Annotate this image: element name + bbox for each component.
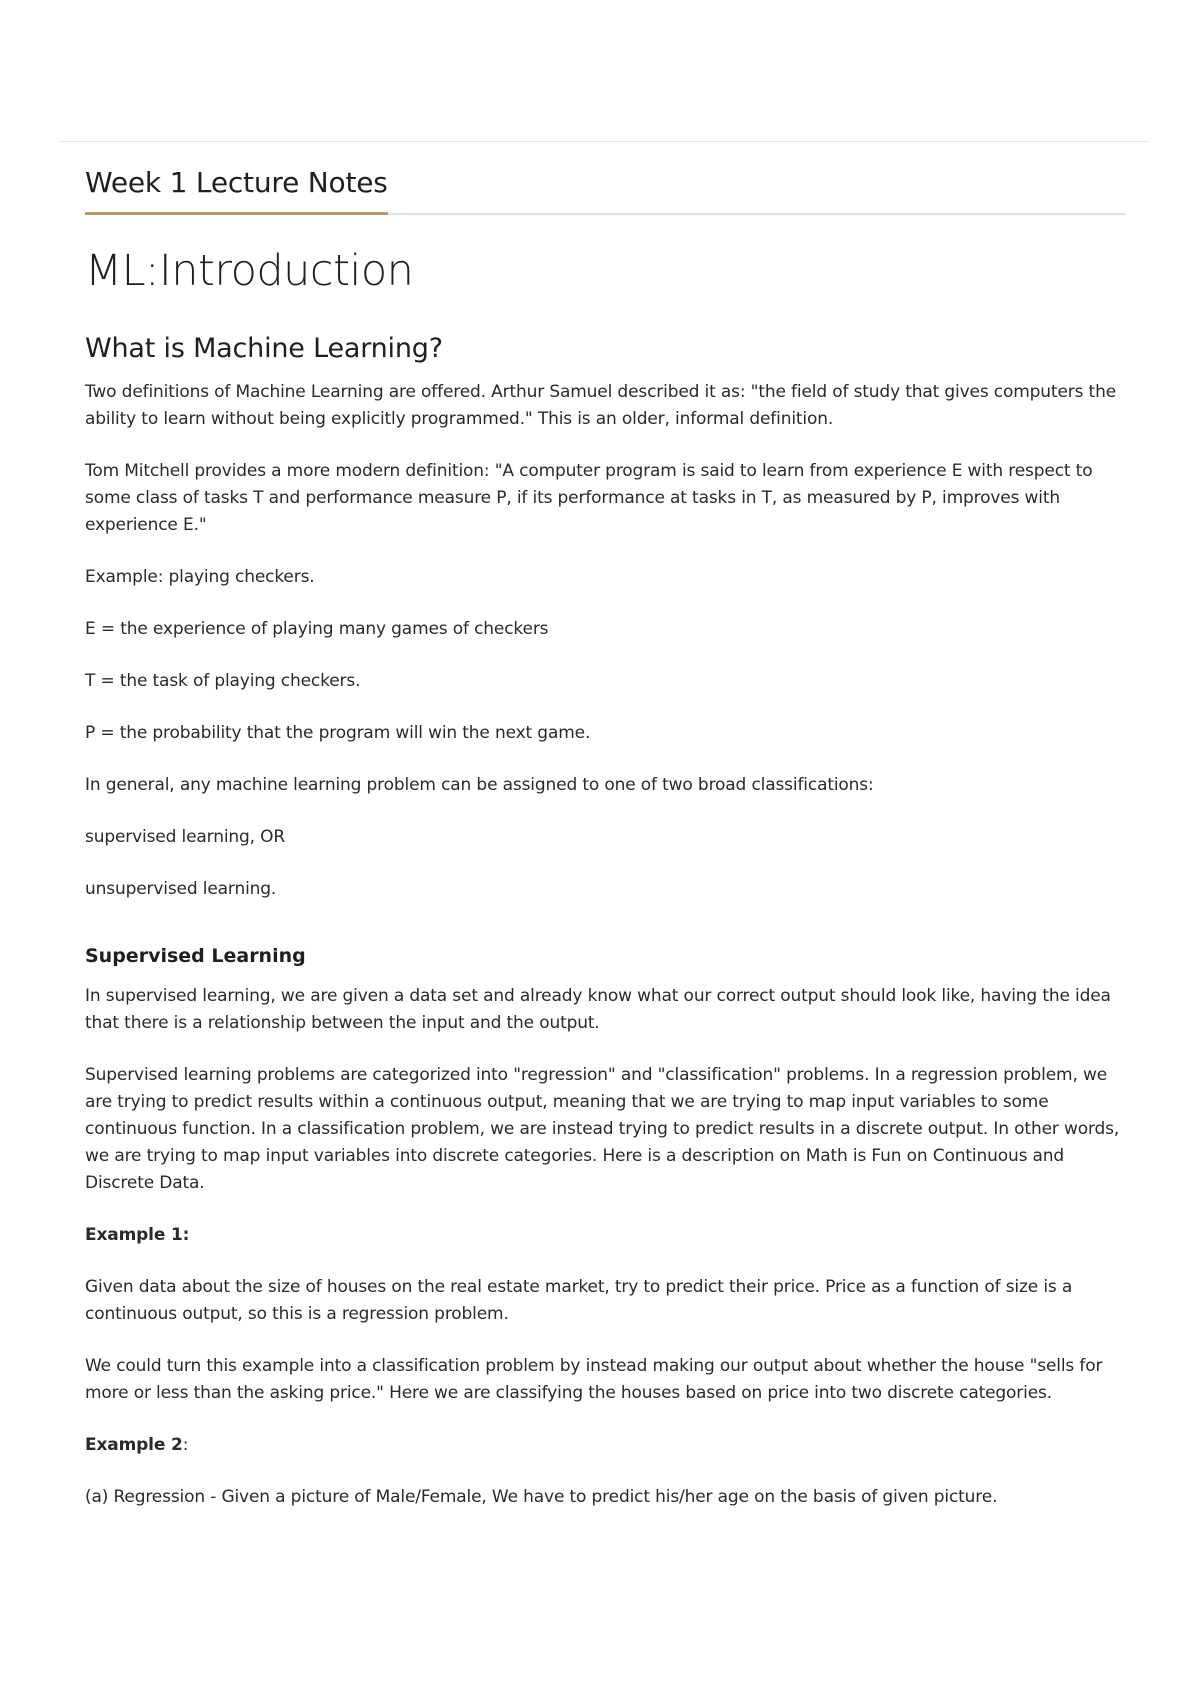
example-2-label-text: Example 2	[85, 1435, 183, 1455]
paragraph-regression-classification: Supervised learning problems are categorized into "regression" and "classification" problems. In a regression problem, we are trying to predict results within a continuous output, meaning that we are trying to map input variables to some continuous function. In a classification problem, we are instead trying to predict results in a discrete output. In other words, we are trying to map input variables into discrete categories. Here is a description on Math is Fun on Continuous and Discrete Data.	[85, 1065, 1120, 1193]
paragraph-house-price-regression: Given data about the size of houses on the real estate market, try to predict their price. Price as a function of size is a continuous output, so this is a regression problem.	[85, 1277, 1073, 1324]
paragraph-unsupervised-option: unsupervised learning.	[85, 879, 277, 899]
lecture-content	[85, 165, 1125, 1536]
example-2-label-colon: :	[182, 1435, 189, 1455]
section-title-supervised-learning: Supervised Learning	[85, 945, 306, 967]
lecture-week-title: Week 1 Lecture Notes	[85, 165, 388, 215]
paragraph-samuel-definition: Two definitions of Machine Learning are offered. Arthur Samuel described it as: "the field of study that gives computers the ability to learn without being explicitly programmed." This is an older, informal definition.	[85, 382, 1117, 429]
paragraph-e-definition: E = the experience of playing many games of checkers	[85, 619, 549, 639]
paragraph-supervised-definition: In supervised learning, we are given a data set and already know what our correct output should look like, having the idea that there is a relationship between the input and the output.	[85, 986, 1111, 1033]
example-2-label	[85, 1432, 1125, 1459]
example-1-label	[85, 1222, 1125, 1249]
paragraph-classification-intro: In general, any machine learning problem can be assigned to one of two broad classifications:	[85, 775, 874, 795]
paragraph-house-price-classification: We could turn this example into a classification problem by instead making our output about whether the house "sells for more or less than the asking price." Here we are classifying the houses based on price into two discrete categories.	[85, 1356, 1103, 1403]
lecture-header	[85, 165, 1125, 217]
top-divider	[58, 141, 1150, 142]
paragraph-t-definition: T = the task of playing checkers.	[85, 671, 361, 691]
paragraph-example-checkers: Example: playing checkers.	[85, 567, 315, 587]
paragraph-p-definition: P = the probability that the program will win the next game.	[85, 723, 591, 743]
section-title-what-is-ml: What is Machine Learning?	[85, 333, 443, 364]
page-title: ML:Introduction	[85, 246, 414, 296]
paragraph-mitchell-definition: Tom Mitchell provides a more modern definition: "A computer program is said to learn from experience E with respect to some class of tasks T and performance measure P, if its performance at tasks in T, as measured by P, improves with experience E."	[85, 461, 1093, 535]
example-1-label-text: Example 1:	[85, 1225, 190, 1245]
paragraph-age-regression: (a) Regression - Given a picture of Male/Female, We have to predict his/her age on the basis of given picture.	[85, 1487, 998, 1507]
paragraph-supervised-option: supervised learning, OR	[85, 827, 286, 847]
